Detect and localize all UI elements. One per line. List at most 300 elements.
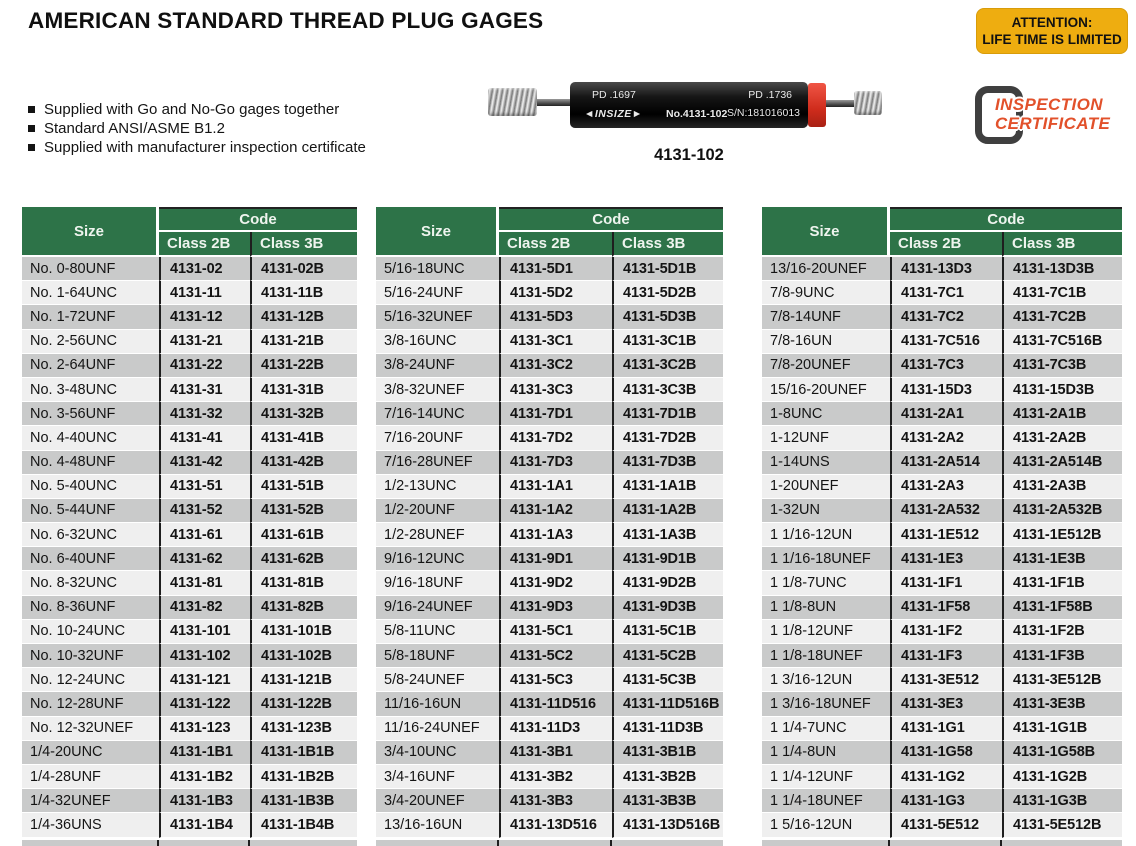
table-row [22,523,357,547]
size-cell: 3/8-32UNEF [376,378,499,402]
class3b-code-cell: 4131-11B [250,281,357,305]
class3b-code-cell: 4131-102B [250,644,357,668]
class2b-column-header: Class 2B [890,232,1002,257]
table-row [22,426,357,450]
list-item [28,119,366,138]
size-column-header: Size [762,207,890,257]
size-cell: 15/16-20UNEF [762,378,890,402]
class2b-code-cell: 4131-7D3 [499,451,612,475]
class3b-code-cell: 4131-13D3B [1002,257,1122,281]
size-cell: 3/4-20UNEF [376,789,499,813]
table-row [376,668,723,692]
class3b-code-cell: 4131-5C3B [612,668,723,692]
table-row [22,305,357,329]
size-cell: No. 0-80UNF [22,257,159,281]
class3b-code-cell: 4131-1B1B [250,741,357,765]
class2b-code-cell: 4131-5D1 [499,257,612,281]
class2b-code-cell: 4131-1G1 [890,717,1002,741]
table-row [376,596,723,620]
class3b-code-cell: 4131-3E512B [1002,668,1122,692]
class3b-code-cell: 4131-32B [250,402,357,426]
class3b-code-cell: 4131-7D3B [612,451,723,475]
class3b-code-cell: 4131-7D1B [612,402,723,426]
column-divider [248,840,250,846]
serial-number-label: S/N:181016013 [727,107,800,119]
class3b-code-cell: 4131-1E512B [1002,523,1122,547]
certificate-line1: INSPECTION [995,95,1103,114]
size-cell: 3/8-16UNC [376,330,499,354]
class2b-code-cell: 4131-2A3 [890,475,1002,499]
class2b-code-cell: 4131-02 [159,257,250,281]
table-row [762,281,1122,305]
table-row [762,547,1122,571]
class3b-code-cell: 4131-7C3B [1002,354,1122,378]
class2b-code-cell: 4131-15D3 [890,378,1002,402]
table-row [22,717,357,741]
class2b-code-cell: 4131-5C2 [499,644,612,668]
class2b-code-cell: 4131-7C516 [890,330,1002,354]
table-row [376,451,723,475]
table-row [762,692,1122,716]
class2b-code-cell: 4131-3B2 [499,765,612,789]
class3b-code-cell: 4131-1A2B [612,499,723,523]
table-row [22,596,357,620]
size-cell: 1/2-28UNEF [376,523,499,547]
class2b-code-cell: 4131-13D3 [890,257,1002,281]
table-row [22,451,357,475]
class2b-code-cell: 4131-1A3 [499,523,612,547]
class3b-code-cell: 4131-2A3B [1002,475,1122,499]
size-cell: 13/16-20UNEF [762,257,890,281]
bullet-square-icon [28,106,35,113]
size-cell: 5/8-24UNEF [376,668,499,692]
class3b-code-cell: 4131-7D2B [612,426,723,450]
size-cell: 1/2-20UNF [376,499,499,523]
table-row [762,741,1122,765]
size-cell: No. 5-40UNC [22,475,159,499]
table-row [762,789,1122,813]
column-divider [888,840,890,846]
table-row [762,330,1122,354]
size-cell: No. 8-36UNF [22,596,159,620]
class3b-code-cell: 4131-1A3B [612,523,723,547]
size-cell: 1 1/16-18UNEF [762,547,890,571]
size-cell: 1 5/16-12UN [762,813,890,837]
table-row [376,741,723,765]
class3b-code-cell: 4131-02B [250,257,357,281]
class2b-code-cell: 4131-9D2 [499,571,612,595]
size-cell: 1/4-28UNF [22,765,159,789]
column-divider [157,840,159,846]
class3b-code-cell: 4131-122B [250,692,357,716]
class2b-code-cell: 4131-5D2 [499,281,612,305]
size-cell: 9/16-24UNEF [376,596,499,620]
size-cell: 1-20UNEF [762,475,890,499]
class3b-code-cell: 4131-42B [250,451,357,475]
class2b-code-cell: 4131-42 [159,451,250,475]
class2b-code-cell: 4131-51 [159,475,250,499]
gage-code-table-1 [22,207,357,838]
table-row [22,644,357,668]
size-column-header: Size [22,207,159,257]
class2b-code-cell: 4131-1G2 [890,765,1002,789]
size-cell: 9/16-12UNC [376,547,499,571]
cutoff-row-sliver [762,840,1122,846]
table-row [376,475,723,499]
class2b-code-cell: 4131-3E512 [890,668,1002,692]
class3b-code-cell: 4131-1G3B [1002,789,1122,813]
table-row [762,765,1122,789]
class3b-code-cell: 4131-51B [250,475,357,499]
table-row [22,547,357,571]
class3b-code-cell: 4131-82B [250,596,357,620]
class2b-code-cell: 4131-102 [159,644,250,668]
gage-body [570,82,808,128]
inspection-certificate-badge [973,86,1135,150]
class3b-code-cell: 4131-5D3B [612,305,723,329]
size-cell: No. 12-24UNC [22,668,159,692]
class3b-code-cell: 4131-5D2B [612,281,723,305]
table-row [376,765,723,789]
class3b-code-cell: 4131-5D1B [612,257,723,281]
size-cell: 1 3/16-12UN [762,668,890,692]
class2b-code-cell: 4131-121 [159,668,250,692]
table-row [22,620,357,644]
table-row [22,741,357,765]
class2b-code-cell: 4131-2A2 [890,426,1002,450]
class2b-code-cell: 4131-1F58 [890,596,1002,620]
size-cell: 1-32UN [762,499,890,523]
class3b-code-cell: 4131-2A2B [1002,426,1122,450]
feature-bullet-list [28,100,366,157]
class2b-code-cell: 4131-2A514 [890,451,1002,475]
class2b-code-cell: 4131-9D3 [499,596,612,620]
class2b-code-cell: 4131-22 [159,354,250,378]
table-row [762,451,1122,475]
class3b-code-cell: 4131-12B [250,305,357,329]
attention-badge [976,8,1128,54]
size-cell: 11/16-16UN [376,692,499,716]
size-cell: 7/8-16UN [762,330,890,354]
table-row [762,596,1122,620]
size-cell: 1/4-32UNEF [22,789,159,813]
class2b-code-cell: 4131-11D3 [499,717,612,741]
class2b-code-cell: 4131-11 [159,281,250,305]
class2b-code-cell: 4131-1A2 [499,499,612,523]
list-item [28,138,366,157]
class2b-code-cell: 4131-9D1 [499,547,612,571]
red-handle-band [808,83,826,127]
table-row [762,668,1122,692]
class2b-code-cell: 4131-3C1 [499,330,612,354]
size-cell: 7/16-14UNC [376,402,499,426]
class3b-code-cell: 4131-7C2B [1002,305,1122,329]
table-row [762,378,1122,402]
size-cell: No. 2-64UNF [22,354,159,378]
class3b-code-cell: 4131-52B [250,499,357,523]
pd-left-label: PD .1697 [592,89,636,101]
code-column-header: Code [890,207,1122,232]
size-cell: 1/2-13UNC [376,475,499,499]
cutoff-row-sliver [376,840,723,846]
size-cell: 1 1/8-7UNC [762,571,890,595]
class2b-code-cell: 4131-122 [159,692,250,716]
class2b-code-cell: 4131-7C2 [890,305,1002,329]
class2b-code-cell: 4131-7C3 [890,354,1002,378]
class2b-code-cell: 4131-1B2 [159,765,250,789]
class2b-code-cell: 4131-3B1 [499,741,612,765]
class2b-code-cell: 4131-1B4 [159,813,250,837]
class3b-code-cell: 4131-11D516B [612,692,723,716]
table-row [376,644,723,668]
table-row [376,402,723,426]
column-divider [1000,840,1002,846]
class3b-code-cell: 4131-1F3B [1002,644,1122,668]
class3b-code-cell: 4131-41B [250,426,357,450]
column-divider [497,840,499,846]
table-row [376,620,723,644]
bullet-text: Standard ANSI/ASME B1.2 [44,120,225,137]
size-cell: No. 12-28UNF [22,692,159,716]
column-divider [610,840,612,846]
list-item [28,100,366,119]
class3b-code-cell: 4131-2A1B [1002,402,1122,426]
class3b-code-cell: 4131-1E3B [1002,547,1122,571]
class3b-code-cell: 4131-81B [250,571,357,595]
size-cell: No. 5-44UNF [22,499,159,523]
attention-badge-line1: ATTENTION: [1011,15,1093,30]
size-cell: 9/16-18UNF [376,571,499,595]
class3b-code-cell: 4131-9D2B [612,571,723,595]
class3b-code-cell: 4131-1G58B [1002,741,1122,765]
class3b-code-cell: 4131-1B2B [250,765,357,789]
size-cell: No. 2-56UNC [22,330,159,354]
table-row [22,692,357,716]
table-row [762,571,1122,595]
class2b-code-cell: 4131-1A1 [499,475,612,499]
class3b-code-cell: 4131-9D3B [612,596,723,620]
size-cell: 1/4-20UNC [22,741,159,765]
table-row [762,402,1122,426]
class2b-code-cell: 4131-52 [159,499,250,523]
size-cell: No. 12-32UNEF [22,717,159,741]
bullet-text: Supplied with Go and No-Go gages together [44,101,340,118]
size-cell: 3/4-10UNC [376,741,499,765]
bullet-square-icon [28,125,35,132]
class2b-code-cell: 4131-3E3 [890,692,1002,716]
table-row [762,620,1122,644]
size-cell: No. 3-48UNC [22,378,159,402]
table-row [22,668,357,692]
class2b-code-cell: 4131-32 [159,402,250,426]
class2b-code-cell: 4131-11D516 [499,692,612,716]
size-column-header: Size [376,207,499,257]
left-thread-tip [488,88,537,116]
size-cell: 7/8-14UNF [762,305,890,329]
table-row [376,257,723,281]
table-row [22,765,357,789]
table-row [376,426,723,450]
right-shaft [826,100,855,107]
class2b-code-cell: 4131-5D3 [499,305,612,329]
attention-badge-line2: LIFE TIME IS LIMITED [982,32,1122,47]
table-row [376,281,723,305]
class2b-code-cell: 4131-5C3 [499,668,612,692]
table-row [762,523,1122,547]
table-row [22,789,357,813]
class2b-code-cell: 4131-1B1 [159,741,250,765]
class3b-code-cell: 4131-62B [250,547,357,571]
class2b-code-cell: 4131-7D1 [499,402,612,426]
table-row [376,305,723,329]
class2b-code-cell: 4131-3C2 [499,354,612,378]
code-column-header: Code [159,207,357,232]
class2b-code-cell: 4131-21 [159,330,250,354]
class3b-code-cell: 4131-21B [250,330,357,354]
right-thread-tip [854,91,882,115]
thread-plug-gage-image [478,70,890,170]
page-title: AMERICAN STANDARD THREAD PLUG GAGES [28,8,544,33]
size-cell: 1 1/16-12UN [762,523,890,547]
cutoff-row-sliver [22,840,357,846]
class2b-code-cell: 4131-123 [159,717,250,741]
table-row [376,547,723,571]
class3b-code-cell: 4131-13D516B [612,813,723,837]
class3b-code-cell: 4131-1A1B [612,475,723,499]
size-cell: No. 1-64UNC [22,281,159,305]
table-row [22,330,357,354]
class2b-code-cell: 4131-5C1 [499,620,612,644]
size-cell: 1 1/8-8UN [762,596,890,620]
table-row [22,475,357,499]
size-cell: 7/8-9UNC [762,281,890,305]
certificate-line2: CERTIFICATE [995,114,1111,133]
class3b-code-cell: 4131-1F2B [1002,620,1122,644]
size-cell: 1 1/4-7UNC [762,717,890,741]
table-row [376,330,723,354]
size-cell: 1 1/4-12UNF [762,765,890,789]
size-cell: 1 1/8-18UNEF [762,644,890,668]
model-number-label: No.4131-102 [666,108,728,120]
size-cell: 13/16-16UN [376,813,499,837]
class3b-code-cell: 4131-7C1B [1002,281,1122,305]
size-cell: 1 1/4-18UNEF [762,789,890,813]
table-row [376,378,723,402]
table-row [22,571,357,595]
table-row [22,281,357,305]
size-cell: 1-12UNF [762,426,890,450]
table-row [376,354,723,378]
class3b-code-cell: 4131-3C1B [612,330,723,354]
table-row [22,813,357,837]
class3b-code-cell: 4131-123B [250,717,357,741]
class2b-code-cell: 4131-1G3 [890,789,1002,813]
table-row [376,499,723,523]
class3b-code-cell: 4131-61B [250,523,357,547]
class2b-code-cell: 4131-41 [159,426,250,450]
class3b-code-cell: 4131-3B1B [612,741,723,765]
pd-right-label: PD .1736 [748,89,792,101]
table-row [762,813,1122,837]
size-cell: No. 6-32UNC [22,523,159,547]
class3b-code-cell: 4131-2A514B [1002,451,1122,475]
class2b-code-cell: 4131-7D2 [499,426,612,450]
size-cell: No. 3-56UNF [22,402,159,426]
size-cell: 1-14UNS [762,451,890,475]
class3b-column-header: Class 3B [1002,232,1122,257]
class3b-code-cell: 4131-7C516B [1002,330,1122,354]
size-cell: 7/16-28UNEF [376,451,499,475]
table-row [376,717,723,741]
class2b-code-cell: 4131-2A532 [890,499,1002,523]
size-cell: 5/16-32UNEF [376,305,499,329]
class3b-column-header: Class 3B [612,232,723,257]
class2b-code-cell: 4131-1F3 [890,644,1002,668]
class2b-code-cell: 4131-1G58 [890,741,1002,765]
gage-code-table-2 [376,207,723,838]
class2b-code-cell: 4131-62 [159,547,250,571]
gage-code-table-3 [762,207,1122,838]
table-row [762,257,1122,281]
table-row [22,499,357,523]
class2b-code-cell: 4131-1E512 [890,523,1002,547]
class3b-code-cell: 4131-1F1B [1002,571,1122,595]
table-row [762,644,1122,668]
class3b-code-cell: 4131-5C2B [612,644,723,668]
class2b-code-cell: 4131-1B3 [159,789,250,813]
class2b-code-cell: 4131-5E512 [890,813,1002,837]
class2b-code-cell: 4131-101 [159,620,250,644]
table-row [762,354,1122,378]
size-cell: 3/8-24UNF [376,354,499,378]
class2b-column-header: Class 2B [499,232,612,257]
table-row [22,402,357,426]
table-row [22,257,357,281]
left-shaft [537,99,571,106]
size-cell: No. 8-32UNC [22,571,159,595]
size-cell: 1-8UNC [762,402,890,426]
class2b-code-cell: 4131-1F2 [890,620,1002,644]
size-cell: 1 3/16-18UNEF [762,692,890,716]
class3b-code-cell: 4131-1F58B [1002,596,1122,620]
table-row [762,499,1122,523]
class3b-code-cell: 4131-3B2B [612,765,723,789]
class3b-code-cell: 4131-1G1B [1002,717,1122,741]
class2b-code-cell: 4131-31 [159,378,250,402]
size-cell: No. 4-48UNF [22,451,159,475]
class3b-code-cell: 4131-3C2B [612,354,723,378]
bullet-square-icon [28,144,35,151]
size-cell: No. 4-40UNC [22,426,159,450]
size-cell: 5/8-11UNC [376,620,499,644]
size-cell: No. 10-32UNF [22,644,159,668]
bullet-text: Supplied with manufacturer inspection certificate [44,139,366,156]
class3b-code-cell: 4131-1B3B [250,789,357,813]
class2b-code-cell: 4131-7C1 [890,281,1002,305]
size-cell: 11/16-24UNEF [376,717,499,741]
size-cell: 3/4-16UNF [376,765,499,789]
product-caption: 4131-102 [654,146,724,164]
class2b-code-cell: 4131-3B3 [499,789,612,813]
table-row [376,571,723,595]
class2b-column-header: Class 2B [159,232,250,257]
class3b-code-cell: 4131-22B [250,354,357,378]
class3b-code-cell: 4131-15D3B [1002,378,1122,402]
size-cell: No. 10-24UNC [22,620,159,644]
class3b-code-cell: 4131-5E512B [1002,813,1122,837]
class3b-code-cell: 4131-3E3B [1002,692,1122,716]
class2b-code-cell: 4131-3C3 [499,378,612,402]
